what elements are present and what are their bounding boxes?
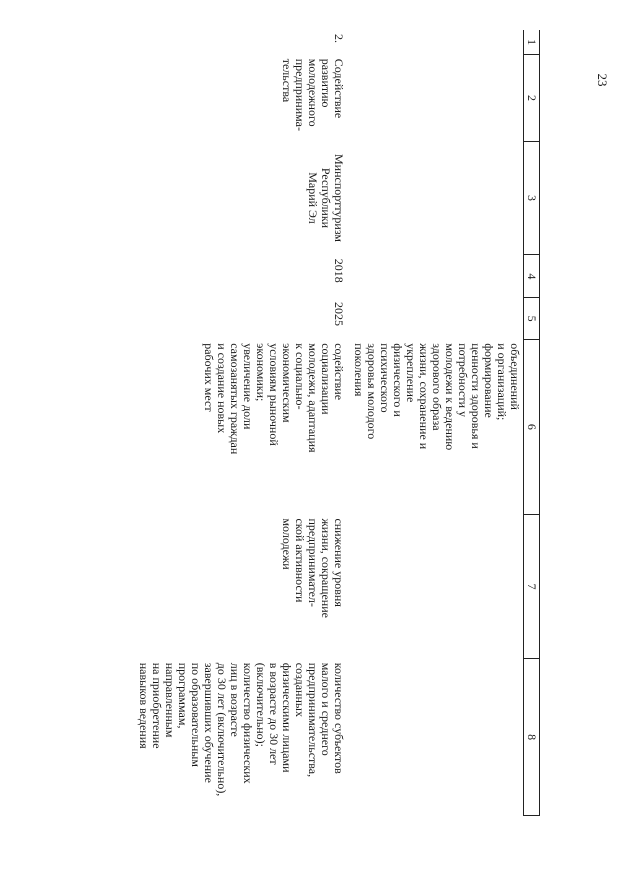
rotated-table-container — [20, 30, 540, 818]
cell-end — [348, 298, 524, 339]
cell-name — [348, 55, 524, 142]
cell-executor: Минспорттуризм Республики Марий Эл — [306, 153, 347, 243]
cell-no — [348, 30, 524, 55]
table-header-row — [524, 30, 540, 816]
table-row — [136, 30, 348, 816]
page-number: 23 — [595, 73, 610, 87]
cell-end: 2025 — [332, 301, 347, 326]
header-col-7: 7 — [524, 514, 540, 658]
header-col-3: 3 — [524, 141, 540, 254]
cell-result: содействие социализации молодежи, адаптация к социально- экономическим условиям рыночной экономики; увеличение доли самозанятых граждан и создание новых рабочих мест — [202, 343, 347, 455]
cell-executor — [348, 141, 524, 254]
table-row — [348, 30, 524, 816]
program-table — [136, 30, 541, 816]
cell-consequence — [348, 514, 524, 658]
cell-consequence: снижение уровня жизни, сокращение предпринимател- ской активности молодежи — [280, 518, 347, 618]
cell-start: 2018 — [332, 258, 347, 283]
header-col-2: 2 — [524, 55, 540, 142]
cell-no: 2. — [332, 34, 347, 43]
header-col-8: 8 — [524, 659, 540, 816]
cell-start — [348, 255, 524, 298]
cell-name: Содействие развитию молодежного предпринима- тельства — [280, 58, 347, 131]
cell-indicator: количество субъектов малого и среднего предпринимательства, созданных физическими лицами в возрасте до 30 лет (включительно); количество физических лиц в возрасте до 30 лет (включительно), завершивших обучение по образовательным программам, направленным на приобретение навыков ведения — [137, 662, 347, 797]
header-col-1: 1 — [524, 30, 540, 55]
cell-indicator — [348, 659, 524, 816]
cell-result: объединений и организаций; формирование ценности здоровья и потребности у молодежи к ведению здорового образа жизни, сохранение и укрепление физического и психического здоровья молодого поколения — [352, 343, 522, 451]
header-col-4: 4 — [524, 255, 540, 298]
header-col-5: 5 — [524, 298, 540, 339]
header-col-6: 6 — [524, 339, 540, 514]
